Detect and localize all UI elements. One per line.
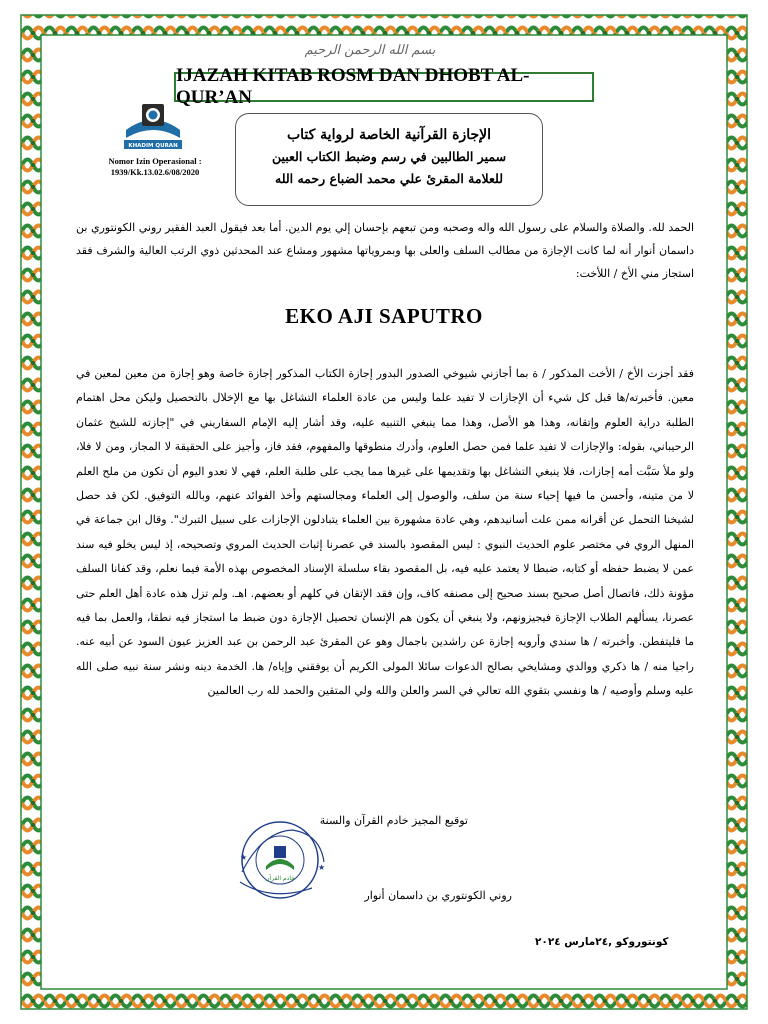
ijazah-body-text: فقد أجزت الأخ / الأخت المذكور / ة بما أجازني شيوخي الصدور البدور إجازة الكتاب المذكور إجازة خاصة وهو إجازة من معين لمعين في معين. فأخبرته/ها قبل كل شيء أن الإجازات لا تفيد علما وليس من عادة العلماء التشاغل بها مع الإخلال بالتحصيل وليكن محل اهتمام الطلبة دراية العلوم وإتقانه، وهذا هو الأصل، وهذا مما ينبغي التنبيه عليه، وقد أشار إليه الإمام السفاريني في "إجازته للشيخ عثمان الرحيباني، بقوله: والإجازات لا تفيد علما فمن حصل العلوم، وأدرك منطوقها والمفهوم، فقد فاز، وأجيز على الحقيقة لا المجاز، ومن لا فلا، ولو ملأ سَبَّت أمه إجازات، فلا ينبغي التشاغل بها وتقديمها على غيرها مما يجب على طلبة العلم، فهي لا تعدو اليوم أن تكون من ملح العلم لا من متينه، وأحسن ما فيها إحياء سنة من سلف، والوصول إلى العلماء ومجالستهم وأخذ الفوائد عنهم، وبالله التوفيق. لكن قد حصل لشيخنا التحمل عن أقرانه ممن علت أسانيدهم، وهي عادة مشهورة بين العلماء يتبادلون الإجازات على سبيل التبرك". وقال ابن جماعة في المنهل الروي في مختصر علوم الحديث النبوي : ليس المقصود بالسند في عصرنا إثبات الحديث المروي وتصحيحه، إذ ليس يخلو فيه سند عمن لا يضبط حفظه أو كتابه، ضبطا لا يعتمد عليه فيه، بل المقصود بقاء سلسلة الإسناد المخصوص بهذه الأمة فيما نعلم، وقد كفانا السلف مؤونة ذلك، فاتصال أصل صحيح بسند صحيح إلى مصنفه كاف، وإن فقد الإتقان في كلهم أو بعضهم. اهـ. ولم تزل هذه عادة أهل العلم حتى عصرنا، يسألهم الطلاب الإجازة فيجيزونهم، ولا ينبغي أن يكون هم الإنسان تحصيل الإجازة دون ضبط ما استجاز فيه نطقا، والعمل بما فيه ما فليتفطن. وأخبرته / ها سندي وأرويه إجازة عن راشدين باجمال وهو عن المقرئ عبد الرحمن بن عبد العزيز عيون السود عن أبيه عنه. راجيا منه / ها ذكري ووالدي ومشايخي بصالح الدعوات سائلا المولى الكريم أن يوفقني وإياه/ ها. الخدمة دينه ونشر سنة نبيه صلى الله عليه وسلم وأوصيه / ها ونفسي بتقوي الله تعالي في السر والعلن والله ولي المتقين والحمد لله رب العالمين (76, 367, 694, 698)
intro-paragraph: الحمد لله. والصلاة والسلام على رسول الله واله وصحبه ومن تبعهم بإحسان إلي يوم الدين. أما بعد فيقول العبد الفقير روني الكونتوري بن داسمان أنوار أنه لما كانت الإجازة من مطالب السلف والعلى بها وبمروياتها مشهور ومشاع عند المحدثين ذوي الرتب العالية والشرف فقد استجاز مني الأخ / اللأخت: (76, 221, 694, 280)
stamp-text: خادم القرآن (265, 875, 295, 882)
heading-line-2: سمير الطالبين في رسم وضبط الكتاب العبين (271, 149, 507, 164)
heading-line-3: للعلامة المقرئ علي محمد الضباع رحمه الله (275, 171, 503, 186)
svg-text:★: ★ (240, 853, 248, 862)
permit-label: Nomor Izin Operasional : (108, 156, 202, 166)
permit-info (96, 156, 214, 178)
signature-label: توقيع المجيز خادم القرآن والسنة (319, 814, 468, 827)
logo-text: KHADIM QURAN (128, 143, 178, 149)
signer-name: روني الكونتوري بن داسمان أنوار (364, 889, 512, 902)
institution-logo (112, 100, 194, 152)
ijazah-heading-box (235, 113, 543, 206)
basmala-calligraphy: بسم الله الرحمن الرحيم (304, 43, 436, 58)
issue-date: كونتوروكو ,٢٤مارس ٢٠٢٤ (535, 936, 669, 948)
heading-line-1: الإجازة القرآنية الخاصة لرواية كتاب (286, 127, 492, 143)
svg-text:★: ★ (318, 863, 326, 872)
certificate-title: IJAZAH KITAB ROSM DAN DHOBT AL-QUR’AN (174, 72, 594, 102)
permit-number: 1939/Kk.13.02.6/08/2020 (110, 167, 200, 177)
recipient-name: EKO AJI SAPUTRO (285, 304, 483, 328)
signature-stamp (232, 812, 332, 908)
